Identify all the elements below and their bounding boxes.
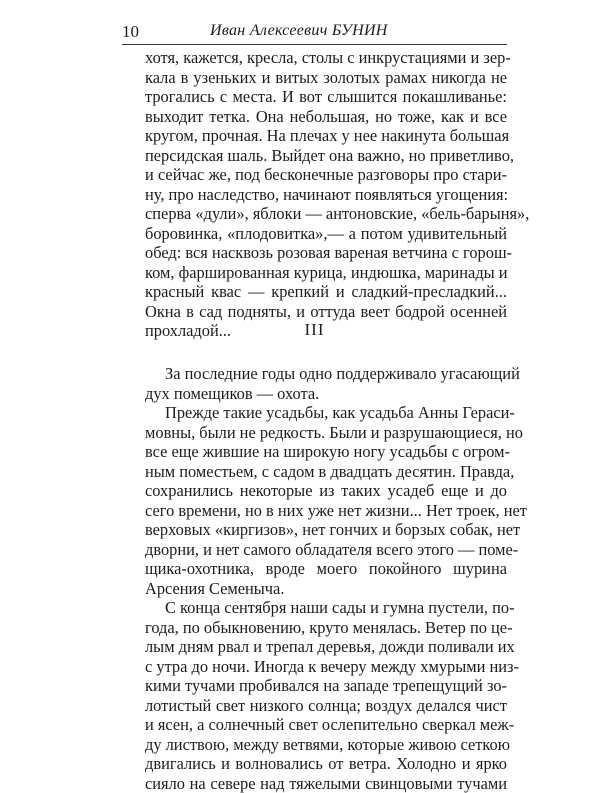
text-line: трогались с места. И вот слышится покашливанье: bbox=[145, 87, 507, 107]
text-line: ду листвою, между ветвями, которые живою сеткою bbox=[145, 735, 507, 755]
page-number: 10 bbox=[122, 22, 139, 42]
text-line: мовны, были не редкость. Были и разрушающиеся, но bbox=[145, 423, 507, 443]
text-line: красный квас — крепкий и сладкий-пресладкий... bbox=[145, 282, 507, 302]
text-line: лотистый свет низкого солнца; воздух делался чист bbox=[145, 696, 507, 716]
running-header bbox=[122, 20, 507, 45]
text-line: сияло на севере над тяжелыми свинцовыми тучами bbox=[145, 774, 507, 793]
text-line: сперва «дули», яблоки — антоновские, «бель-барыня», bbox=[145, 204, 507, 224]
text-line: верховых «киргизов», нет гончих и борзых собак, нет bbox=[145, 520, 507, 540]
paragraph bbox=[145, 364, 507, 403]
text-line: и ясен, а солнечный свет ослепительно сверкал меж- bbox=[145, 715, 507, 735]
text-line: сего времени, но в них уже нет жизни... Нет троек, нет bbox=[145, 501, 507, 521]
text-line: Прежде такие усадьбы, как усадьба Анны Гераси- bbox=[145, 403, 507, 423]
text-line: двигались и волновались от ветра. Холодно и ярко bbox=[145, 754, 507, 774]
text-line: ком, фаршированная курица, индюшка, маринады и bbox=[145, 263, 507, 283]
text-line: кругом, прочная. На плечах у нее накинута большая bbox=[145, 126, 507, 146]
text-line: С конца сентября наши сады и гумна пустели, по- bbox=[145, 598, 507, 618]
text-line: ным поместьем, с садом в двадцать десятин. Правда, bbox=[145, 462, 507, 482]
text-line: дворни, и нет самого обладателя всего этого — поме- bbox=[145, 540, 507, 560]
text-line: ну, про наследство, начинают появляться угощения: bbox=[145, 185, 507, 205]
text-line: с утра до ночи. Иногда к вечеру между хмурыми низ- bbox=[145, 657, 507, 677]
text-line: лым дням рвал и трепал деревья, дожди поливали их bbox=[145, 637, 507, 657]
section-heading: III bbox=[122, 320, 507, 340]
text-line: обед: вся насквозь розовая вареная ветчина с горош- bbox=[145, 243, 507, 263]
text-line: выходит тетка. Она небольшая, но тоже, как и все bbox=[145, 107, 507, 127]
paragraph-continued bbox=[145, 48, 507, 341]
text-line: все еще жившие на широкую ногу усадьбы с огром- bbox=[145, 442, 507, 462]
text-line: дух помещиков — охота. bbox=[145, 384, 507, 404]
text-line: щика-охотника, вроде моего покойного шурина bbox=[145, 559, 507, 579]
text-line: сохранились некоторые из таких усадеб еще и до bbox=[145, 481, 507, 501]
text-line: боровинка, «плодовитка»,— а потом удивительный bbox=[145, 224, 507, 244]
text-line: кала в узеньких и витых золотых рамах никогда не bbox=[145, 68, 507, 88]
text-line: года, по обыкновению, круто менялась. Ветер по це- bbox=[145, 618, 507, 638]
text-line: кими тучами пробивался на западе трепещущий зо- bbox=[145, 676, 507, 696]
text-line: хотя, кажется, кресла, столы с инкрустациями и зер- bbox=[145, 48, 507, 68]
header-author-title: Иван Алексеевич БУНИН bbox=[210, 22, 388, 40]
paragraph bbox=[145, 403, 507, 598]
text-line: персидская шаль. Выйдет она важно, но приветливо, bbox=[145, 146, 507, 166]
text-line: прохладой... bbox=[145, 321, 507, 341]
text-line: За последние годы одно поддерживало угасающий bbox=[145, 364, 507, 384]
text-line: Арсения Семеныча. bbox=[145, 579, 507, 599]
paragraph bbox=[145, 598, 507, 793]
text-line: и сейчас же, под бесконечные разговоры про стари- bbox=[145, 165, 507, 185]
text-line: Окна в сад подняты, и оттуда веет бодрой осенней bbox=[145, 302, 507, 322]
